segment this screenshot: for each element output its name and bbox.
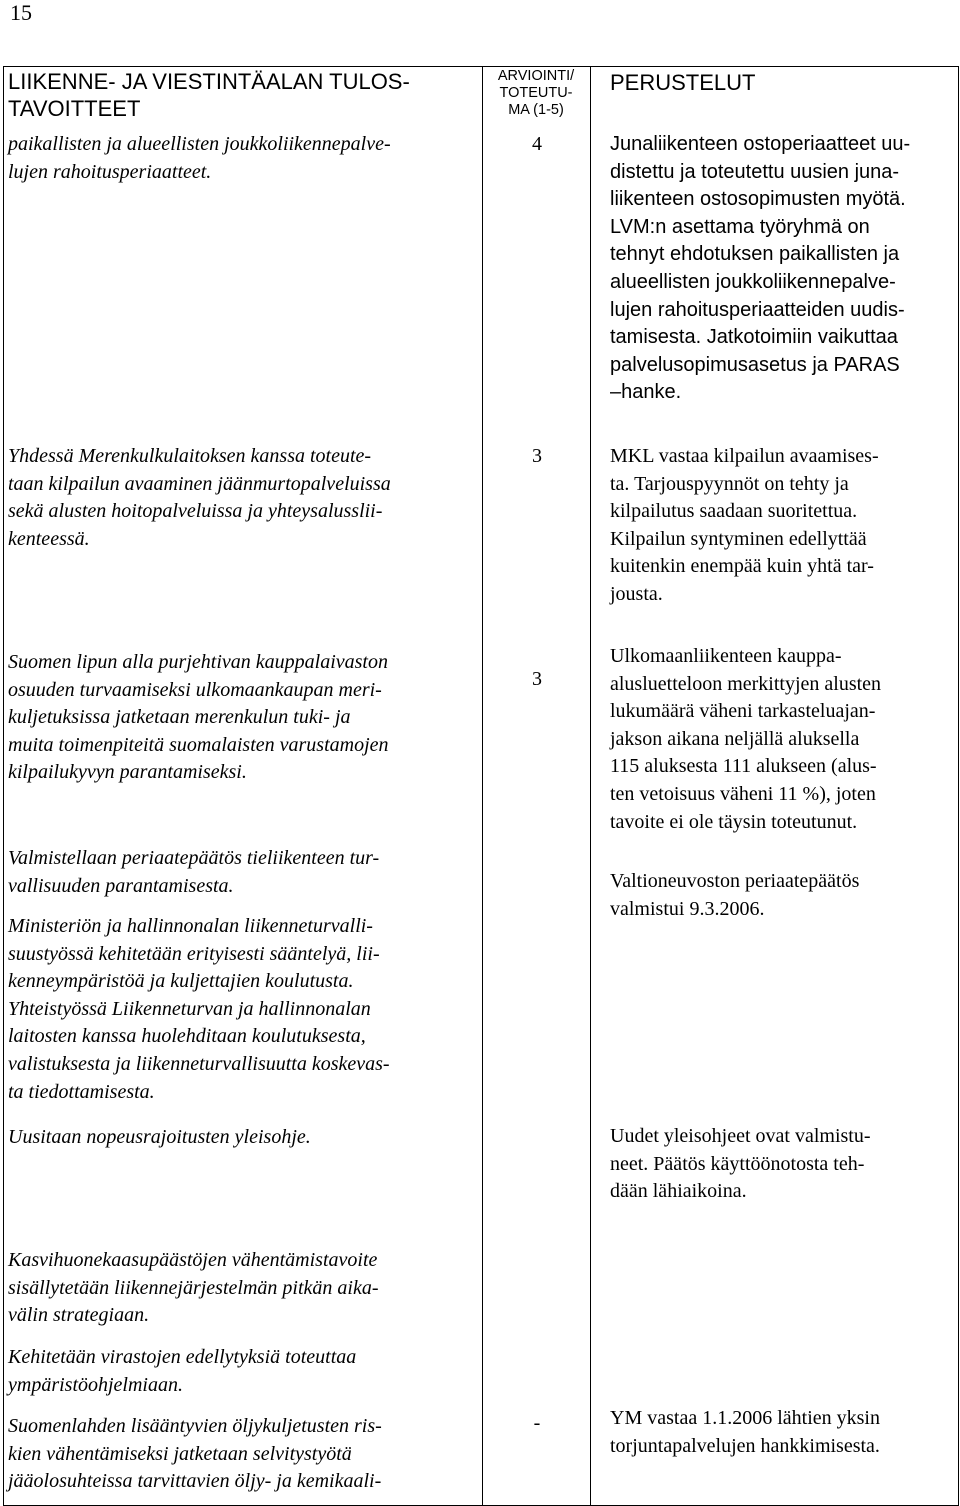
header-goals <box>8 68 478 122</box>
column-divider-1 <box>482 66 483 1506</box>
goal-line: jääolosuhteissa tarvittavien öljy- ja kemikaali- <box>8 1470 382 1493</box>
reason-line: Junaliikenteen ostoperiaatteet uu- <box>610 133 911 155</box>
goal-text-row-4 <box>8 845 478 900</box>
reason-text-row-6 <box>610 1123 950 1206</box>
goal-text-row-2 <box>8 443 478 553</box>
goal-line: Yhteistyössä Liikenneturvan ja hallinnonalan <box>8 997 371 1020</box>
score-row-3: 3 <box>532 668 542 690</box>
reason-line: lujen rahoitusperiaatteiden uudis- <box>610 298 905 321</box>
reason-line: torjuntapalvelujen hankkimisesta. <box>610 1434 880 1457</box>
goal-line: kenteessä. <box>8 527 90 550</box>
reason-line: MKL vastaa kilpailun avaamises- <box>610 445 879 467</box>
reason-line: jousta. <box>610 582 663 605</box>
goal-line: vallisuuden parantamisesta. <box>8 874 234 897</box>
goal-line: valistuksesta ja liikenneturvallisuutta koskevas- <box>8 1052 390 1075</box>
reason-line: YM vastaa 1.1.2006 lähtien yksin <box>610 1407 880 1429</box>
reason-line: kilpailutus saadaan suoritettua. <box>610 500 858 523</box>
reason-line: Valtioneuvoston periaatepäätös <box>610 870 860 892</box>
goal-line: kuljetuksissa jatketaan merenkulun tuki- ja <box>8 706 351 729</box>
reason-line: alueellisten joukkoliikennepalve- <box>610 270 896 293</box>
page-number: 15 <box>10 0 32 25</box>
header-reasons: PERUSTELUT <box>610 70 756 95</box>
reason-line: –hanke. <box>610 381 682 404</box>
score-row-9: - <box>533 1412 541 1434</box>
score-row-1: 4 <box>532 133 542 155</box>
reason-line: palvelusopimusasetus ja PARAS <box>610 353 900 376</box>
goal-line: suustyössä kehitetään erityisesti sääntelyä, lii- <box>8 942 380 965</box>
goal-line: lujen rahoitusperiaatteet. <box>8 160 212 183</box>
goal-line: Uusitaan nopeusrajoitusten yleisohje. <box>8 1126 311 1148</box>
reason-text-row-4 <box>610 868 950 923</box>
reason-line: jakson aikana neljällä aluksella <box>610 727 860 750</box>
goal-line: sekä alusten hoitopalveluissa ja yhteysalusslii- <box>8 500 383 523</box>
goal-line: ympäristöohjelmiaan. <box>8 1373 183 1396</box>
reason-line: tamisesta. Jatkotoimiin vaikuttaa <box>610 326 898 349</box>
goal-text-row-8 <box>8 1344 478 1399</box>
goal-text-row-1 <box>8 131 478 186</box>
reason-text-row-3 <box>610 643 950 836</box>
reason-line: ten vetoisuus väheni 11 %), joten <box>610 782 876 805</box>
goal-text-row-9 <box>8 1413 478 1496</box>
reason-text-row-2 <box>610 443 950 609</box>
goal-line: Ministeriön ja hallinnonalan liikenneturvalli- <box>8 915 373 937</box>
goal-line: laitosten kanssa huolehditaan koulutuksesta, <box>8 1025 366 1048</box>
goal-line: Yhdessä Merenkulkulaitoksen kanssa toteute- <box>8 445 372 467</box>
goal-text-row-6 <box>8 1124 478 1152</box>
goal-text-row-3 <box>8 649 478 787</box>
goal-line: Kasvihuonekaasupäästöjen vähentämistavoite <box>8 1249 378 1271</box>
reason-line: distettu ja toteutettu uusien juna- <box>610 160 900 183</box>
reason-line: alusluetteloon merkittyjen alusten <box>610 672 882 695</box>
reason-line: kuitenkin enempää kuin yhtä tar- <box>610 555 874 578</box>
header-assessment <box>486 68 586 119</box>
reason-text-row-9 <box>610 1405 950 1460</box>
reason-text-row-1 <box>610 131 950 407</box>
goal-text-row-5 <box>8 913 478 1106</box>
goal-line: sisällytetään liikennejärjestelmän pitkän aika- <box>8 1276 379 1299</box>
goal-line: Suomenlahden lisääntyvien öljykuljetusten ris- <box>8 1415 382 1437</box>
goal-line: kien vähentämiseksi jatketaan selvitystyötä <box>8 1442 352 1465</box>
reason-line: Kilpailun syntyminen edellyttää <box>610 527 867 550</box>
reason-line: LVM:n asettama työryhmä on <box>610 215 870 238</box>
reason-line: 115 aluksesta 111 alukseen (alus- <box>610 755 877 778</box>
goal-line: muita toimenpiteitä suomalaisten varustamojen <box>8 733 389 756</box>
reason-line: tavoite ei ole täysin toteutunut. <box>610 810 858 833</box>
header-assessment-line: ARVIOINTI/ <box>497 68 575 84</box>
goal-line: paikallisten ja alueellisten joukkoliikennepalve- <box>8 133 391 155</box>
goal-line: kenneympäristöä ja kuljettajien koulutusta. <box>8 970 354 993</box>
reason-line: valmistui 9.3.2006. <box>610 897 765 920</box>
reason-line: liikenteen ostosopimusten myötä. <box>610 188 906 211</box>
reason-line: tehnyt ehdotuksen paikallisten ja <box>610 243 900 266</box>
goal-line: taan kilpailun avaaminen jäänmurtopalveluissa <box>8 472 391 495</box>
header-goals-line: LIIKENNE- JA VIESTINTÄALAN TULOS- <box>8 69 410 94</box>
goal-line: kilpailukyvyn parantamiseksi. <box>8 761 247 784</box>
header-assessment-line: MA (1-5) <box>508 102 564 118</box>
header-goals-line: TAVOITTEET <box>8 96 141 121</box>
goal-line: Suomen lipun alla purjehtivan kauppalaivaston <box>8 651 388 673</box>
reason-line: ta. Tarjouspyynnöt on tehty ja <box>610 472 849 495</box>
reason-line: neet. Päätös käyttöönotosta teh- <box>610 1152 865 1175</box>
reason-line: Uudet yleisohjeet ovat valmistu- <box>610 1125 871 1147</box>
goal-line: Valmistellaan periaatepäätös tieliikenteen tur- <box>8 847 380 869</box>
goal-line: osuuden turvaamiseksi ulkomaankaupan meri- <box>8 678 382 701</box>
reason-line: dään lähiaikoina. <box>610 1180 747 1203</box>
goal-line: ta tiedottamisesta. <box>8 1080 155 1103</box>
header-assessment-line: TOTEUTU- <box>499 85 573 101</box>
score-row-2: 3 <box>532 445 542 467</box>
goal-line: Kehitetään virastojen edellytyksiä toteuttaa <box>8 1346 357 1368</box>
column-divider-2 <box>590 66 591 1506</box>
reason-line: lukumäärä väheni tarkasteluajan- <box>610 700 876 723</box>
goal-text-row-7 <box>8 1247 478 1330</box>
goal-line: välin strategiaan. <box>8 1304 150 1327</box>
reason-line: Ulkomaanliikenteen kauppa- <box>610 645 842 667</box>
